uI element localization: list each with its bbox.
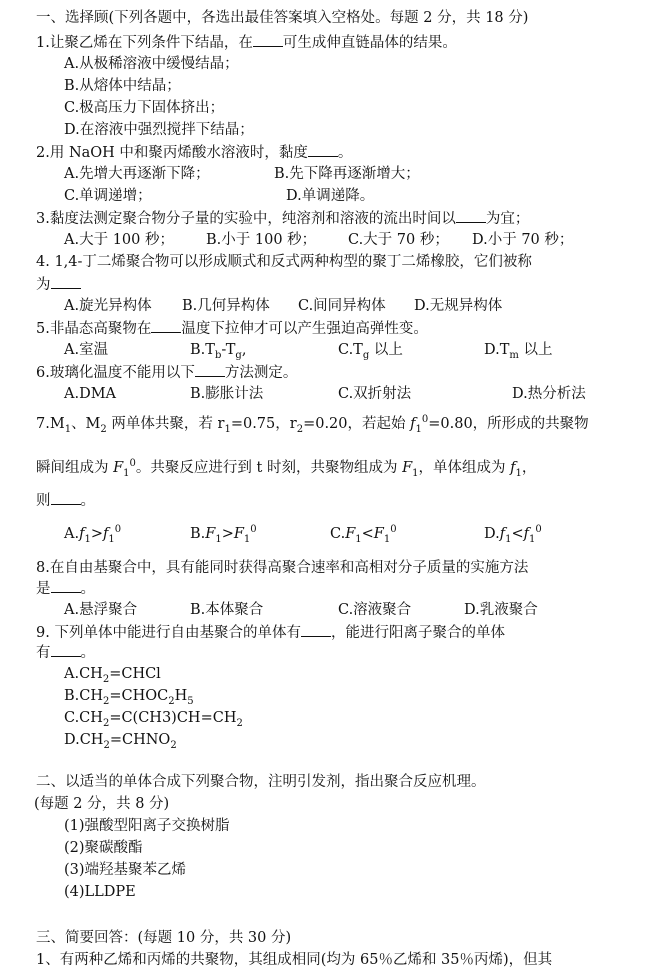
q7-text: 则	[36, 493, 51, 509]
q5-c-post: 以上	[369, 342, 403, 358]
q5-stem-part-a: 5.非晶态高聚物在	[36, 321, 152, 337]
q1-option-c: C.极高压力下固体挤出；	[64, 100, 225, 116]
question-9-stem-line2	[36, 642, 95, 663]
q3-stem-part-a: 3.黏度法测定聚合物分子量的实验中，纯溶剂和溶液的流出时间以	[36, 211, 456, 227]
q9-text: 9. 下列单体中能进行自由基聚合的单体有	[36, 625, 301, 641]
q9-text: =CHNO	[109, 732, 171, 748]
var-f: f	[103, 526, 109, 542]
q7-option-d	[484, 524, 542, 544]
q9-option-d	[64, 730, 177, 750]
question-7-stem-line1	[36, 414, 589, 434]
q9-text: C.CH	[64, 710, 103, 726]
operator: >	[221, 526, 234, 542]
question-8-stem-line1: 8.在自由基聚合中，具有能同时获得高聚合速率和高相对分子质量的实施方法	[36, 560, 529, 576]
question-4-stem-line1: 4. 1,4-丁二烯聚合物可以形成顺式和反式两种构型的聚丁二烯橡胶，它们被称	[36, 254, 532, 270]
q9-text: B.CH	[64, 688, 104, 704]
var-F: F	[113, 460, 124, 476]
q7-text: 。	[80, 493, 95, 509]
q7-text: ，单体组成为	[418, 460, 506, 476]
q9-text: 有	[36, 645, 51, 661]
sub-2: 2	[170, 739, 177, 751]
q7-text: ，	[521, 460, 537, 476]
sub-1: 1	[123, 467, 130, 479]
q7-text: 、M	[71, 416, 101, 432]
sup-0: 0	[535, 524, 542, 536]
operator: <	[361, 526, 374, 542]
q4-option-c: C.间同异构体	[298, 298, 386, 314]
question-3-stem	[36, 208, 529, 229]
answer-blank[interactable]	[151, 318, 181, 333]
question-6-stem	[36, 362, 297, 383]
answer-blank[interactable]	[51, 490, 81, 505]
q2-option-c: C.单调递增；	[64, 188, 152, 204]
section2-item-4: (4)LLDPE	[64, 884, 136, 900]
q6-option-d: D.热分析法	[512, 386, 586, 402]
sub-1: 1	[505, 533, 512, 545]
q8-option-b: B.本体聚合	[190, 602, 264, 618]
sub-2: 2	[102, 673, 110, 685]
question-5-stem	[36, 318, 428, 339]
section2-item-1: (1)强酸型阳离子交换树脂	[64, 818, 230, 834]
sub-1: 1	[215, 533, 222, 545]
section3-heading: 三、简要回答：(每题 10 分，共 30 分)	[36, 930, 292, 946]
q9-option-a	[64, 664, 161, 684]
q5-stem-part-b: 温度下拉伸才可以产生强迫高弹性变。	[181, 321, 428, 337]
q7-option-a	[64, 524, 121, 544]
q4-stem-line2-text: 为	[36, 277, 51, 293]
var-F: F	[205, 526, 216, 542]
var-F: F	[402, 460, 413, 476]
sub-1: 1	[415, 423, 422, 435]
q7-text: 两单体共聚，若 r	[106, 416, 225, 432]
q2-stem-part-a: 2.用 NaOH 中和聚丙烯酸水溶液时，黏度	[36, 145, 308, 161]
answer-blank[interactable]	[301, 622, 331, 637]
question-4-stem-line2	[36, 274, 81, 295]
question-7-stem-line3	[36, 490, 95, 511]
sub-2: 2	[102, 717, 110, 729]
q7-sub: 2	[100, 423, 107, 435]
q7-text: 7.M	[36, 416, 65, 432]
q6-stem-part-a: 6.玻璃化温度不能用以下	[36, 365, 195, 381]
q7-text: 。共聚反应进行到 t 时刻，共聚物组成为	[135, 460, 398, 476]
q7-sub: 1	[64, 423, 72, 435]
q7-sub: 2	[296, 423, 304, 435]
var-F: F	[373, 526, 384, 542]
var-F: F	[233, 526, 244, 542]
sup-0: 0	[390, 524, 397, 536]
q2-option-d: D.单调递降。	[286, 188, 375, 204]
q7-option-c	[330, 524, 397, 544]
var-f: f	[410, 416, 416, 432]
q3-option-a: A.大于 100 秒；	[64, 232, 174, 248]
var-f: f	[79, 526, 85, 542]
answer-blank[interactable]	[51, 274, 81, 289]
q7-text: =0.75，r	[230, 416, 297, 432]
q3-option-b: B.小于 100 秒；	[206, 232, 317, 248]
q9-text: D.CH	[64, 732, 104, 748]
q9-text: H	[174, 688, 188, 704]
sub-2: 2	[103, 739, 110, 751]
q8-text: 。	[80, 581, 95, 597]
q4-option-d: D.无规异构体	[414, 298, 503, 314]
answer-blank[interactable]	[51, 578, 81, 593]
option-letter: A.	[64, 526, 80, 542]
q3-stem-part-b: 为宜；	[485, 211, 530, 227]
q5-b-post: ,	[241, 342, 247, 358]
q8-text: 是	[36, 581, 51, 597]
question-7-stem-line2	[36, 458, 536, 478]
section2-item-3: (3)端羟基聚苯乙烯	[64, 862, 187, 878]
answer-blank[interactable]	[195, 362, 225, 377]
q9-text: ，能进行阳离子聚合的单体	[330, 625, 505, 641]
answer-blank[interactable]	[456, 208, 486, 223]
answer-blank[interactable]	[308, 142, 338, 157]
q5-b-sub1: b	[214, 349, 222, 361]
q7-text: =0.20，若起始	[303, 416, 406, 432]
q5-b-text: B.T	[190, 342, 215, 358]
q6-option-b: B.膨胀计法	[190, 386, 264, 402]
q1-option-b: B.从熔体中结晶；	[64, 78, 181, 94]
var-f: f	[510, 460, 516, 476]
sub-1: 1	[108, 533, 115, 545]
q1-option-a: A.从极稀溶液中缓慢结晶；	[64, 56, 239, 72]
q8-option-d: D.乳液聚合	[464, 602, 538, 618]
q9-text: =CHOC	[109, 688, 169, 704]
sub-5: 5	[187, 695, 194, 707]
q7-text: =0.80，所形成的共聚物	[428, 416, 589, 432]
sup-0: 0	[250, 524, 257, 536]
sub-1: 1	[412, 467, 419, 479]
option-letter: B.	[190, 526, 206, 542]
question-2-stem	[36, 142, 352, 163]
q6-option-a: A.DMA	[64, 386, 117, 402]
question-8-stem-line2	[36, 578, 95, 599]
q9-option-c	[64, 708, 243, 728]
q1-option-d: D.在溶液中强烈搅拌下结晶；	[64, 122, 254, 138]
sub-2: 2	[103, 695, 110, 707]
question-9-stem-line1	[36, 622, 505, 643]
sub-1: 1	[355, 533, 362, 545]
q2-option-b: B.先下降再逐渐增大；	[274, 166, 420, 182]
operator: >	[90, 526, 103, 542]
option-letter: D.	[484, 526, 500, 542]
sub-1: 1	[515, 467, 522, 479]
q5-option-c	[338, 340, 403, 360]
answer-blank[interactable]	[253, 32, 283, 47]
q8-option-c: C.溶液聚合	[338, 602, 412, 618]
sup-0: 0	[421, 414, 429, 426]
sub-2: 2	[168, 695, 175, 707]
q5-d-post: 以上	[518, 342, 553, 358]
section2-item-2: (2)聚碳酸酯	[64, 840, 143, 856]
q3-option-c: C.大于 70 秒；	[348, 232, 449, 248]
sub-2: 2	[236, 717, 243, 729]
q5-d-text: D.T	[484, 342, 510, 358]
section3-question-1: 1、有两种乙烯和丙烯的共聚物，其组成相同(均为 65％乙烯和 35％丙烯)，但其	[36, 952, 553, 968]
answer-blank[interactable]	[51, 642, 81, 657]
q3-option-d: D.小于 70 秒；	[472, 232, 574, 248]
section2-heading: 二、以适当的单体合成下列聚合物，注明引发剂，指出聚合反应机理。	[36, 774, 486, 790]
sub-1: 1	[84, 533, 91, 545]
q2-option-a: A.先增大再逐渐下降；	[64, 166, 210, 182]
operator: <	[511, 526, 524, 542]
option-letter: C.	[330, 526, 346, 542]
sub-1: 1	[383, 533, 391, 545]
q7-text: 瞬间组成为	[36, 460, 109, 476]
section2-note: (每题 2 分，共 8 分)	[34, 796, 170, 812]
question-1-stem	[36, 32, 457, 53]
q5-d-sub: m	[509, 349, 519, 361]
q6-option-c: C.双折射法	[338, 386, 412, 402]
sub-1: 1	[243, 533, 251, 545]
q1-stem-part-b: 可生成伸直链晶体的结果。	[282, 35, 457, 51]
q9-text: =C(CH3)CH=CH	[109, 710, 237, 726]
q7-sub: 1	[224, 423, 231, 435]
sup-0: 0	[129, 458, 136, 470]
sup-0: 0	[114, 524, 122, 536]
sub-1: 1	[529, 533, 536, 545]
q9-option-b	[64, 686, 194, 706]
q5-c-text: C.T	[338, 342, 363, 358]
q4-option-b: B.几何异构体	[182, 298, 270, 314]
q9-text: =CHCl	[109, 666, 161, 682]
q5-option-b	[190, 340, 246, 360]
q5-option-d	[484, 340, 552, 360]
q6-stem-part-b: 方法测定。	[224, 365, 298, 381]
q8-option-a: A.悬浮聚合	[64, 602, 138, 618]
var-F: F	[345, 526, 356, 542]
q5-b-mid: -T	[221, 342, 236, 358]
var-f: f	[523, 526, 529, 542]
section1-heading: 一、选择顾(下列各题中，各选出最佳答案填入空格处。每题 2 分，共 18 分)	[36, 10, 529, 26]
q1-stem-part-a: 1.让聚乙烯在下列条件下结晶，在	[36, 35, 253, 51]
q4-option-a: A.旋光异构体	[64, 298, 152, 314]
q5-c-sub: g	[362, 349, 370, 361]
var-f: f	[499, 526, 506, 542]
q7-option-b	[190, 524, 257, 544]
q2-stem-part-b: 。	[337, 145, 353, 161]
q9-text: A.CH	[64, 666, 103, 682]
q9-text: 。	[80, 645, 95, 661]
q5-b-sub2: g	[235, 349, 242, 361]
q5-option-a: A.室温	[64, 342, 109, 358]
